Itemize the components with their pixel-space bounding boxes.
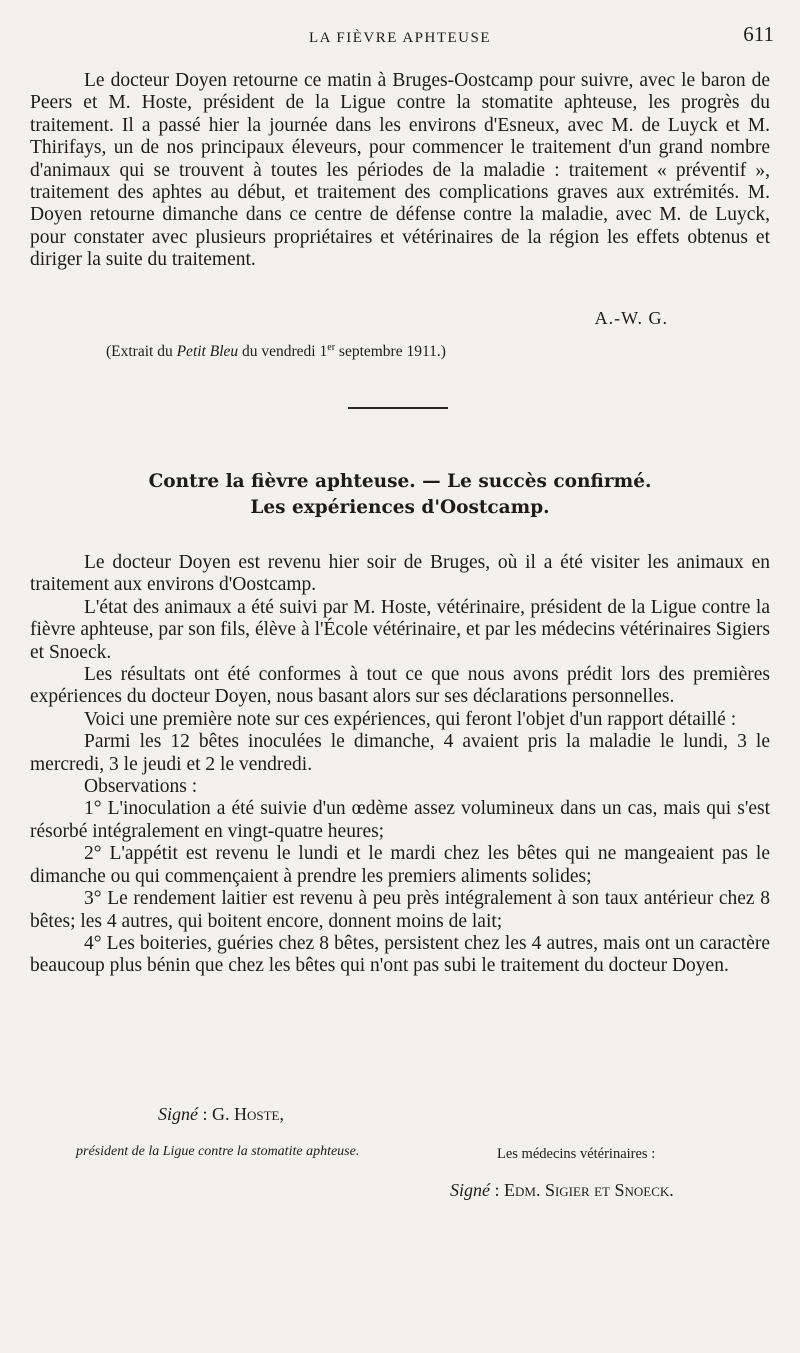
hoste-title: président de la Ligue contre la stomatite aphteuse. [76,1144,360,1159]
signature-vets [450,1180,674,1201]
article2-observation-1: 1° L'inoculation a été suivie d'un œdème assez volumineux dans un cas, mais qui s'est résorbé intégralement en vingt-quatre heures; [30,798,770,842]
article2-paragraph-3: Les résultats ont été conformes à tout ce que nous avons prédit lors des premières expériences du docteur Doyen, nous basant alors sur ses déclarations personnelles. [30,664,770,708]
article2-paragraph-2: L'état des animaux a été suivi par M. Hoste, vétérinaire, président de la Ligue contre la fièvre aphteuse, par son fils, élève à l'École vétérinaire, et par les médecins vétérinaires Sigiers et Snoeck. [30,596,770,663]
section-divider [348,407,448,409]
article1-body [30,70,770,272]
article2-title-line1: Contre la fièvre aphteuse. — Le succès confirmé. [148,471,652,492]
signe-label-left: Signé [158,1104,198,1124]
signe-label-right: Signé [450,1180,490,1200]
source-date: du vendredi 1 [238,343,328,361]
article2-observation-4: 4° Les boiteries, guéries chez 8 bêtes, persistent chez les 4 autres, mais ont un caractère beaucoup plus bénin que chez les bêtes qui n'ont pas subi le traitement du docteur Doyen. [30,932,770,977]
article2-title-line2: Les expériences d'Oostcamp. [250,497,550,518]
signature-hoste [158,1104,284,1125]
vets-names: : Edm. Sigier et Snoeck. [490,1180,674,1200]
source-suffix: septembre 1911.) [335,343,446,361]
article2-paragraph-6: Observations : [84,776,198,798]
article2-observation-3: 3° Le rendement laitier est revenu à peu près intégralement à son taux antérieur chez 8 bêtes; les 4 autres, qui boitent encore, donnent moins de lait; [30,888,770,932]
running-head: LA FIÈVRE APHTEUSE [308,30,491,46]
source-paper: Petit Bleu [176,343,239,361]
article2-paragraph-1: Le docteur Doyen est revenu hier soir de Bruges, où il a été visiter les animaux en traitement aux environs d'Oostcamp. [30,552,770,596]
hoste-name: : G. Hoste, [198,1104,284,1124]
article2-paragraph-4: Voici une première note sur ces expériences, qui feront l'objet d'un rapport détaillé : [84,708,737,730]
page-number: 611 [743,22,774,46]
source-citation [106,342,446,361]
vets-label: Les médecins vétérinaires : [497,1146,656,1162]
article2-paragraph-5: Parmi les 12 bêtes inoculées le dimanche, 4 avaient pris la maladie le lundi, 3 le mercredi, 3 le jeudi et 2 le vendredi. [30,731,770,775]
source-prefix: (Extrait du [106,343,177,361]
article1-paragraph: Le docteur Doyen retourne ce matin à Bruges-Oostcamp pour suivre, avec le baron de Peers et M. Hoste, président de la Ligue contre la stomatite aphteuse, les progrès du traitement. Il a passé hier la journée dans les environs d'Esneux, avec M. de Luyck et M. Thirifays, un de nos principaux éleveurs, pour commencer le traitement d'un grand nombre d'animaux qui se trouvent à toutes les périodes de la maladie : traitement « préventif », traitement des aphtes au début, et traitement des complications graves aux extrémités. M. Doyen retourne dimanche dans ce centre de défense contre la maladie, avec M. de Luyck, pour constater avec plusieurs propriétaires et vétérinaires de la région les effets obtenus et diriger la suite du traitement. [30,70,770,271]
source-sup: er [327,342,336,353]
article1-signature: A.-W. G. [594,308,668,328]
article2-observation-2: 2° L'appétit est revenu le lundi et le mardi chez les bêtes qui ne mangeaient pas le dimanche ou qui commençaient à prendre les premiers aliments solides; [30,843,770,887]
article2-body [30,552,770,978]
